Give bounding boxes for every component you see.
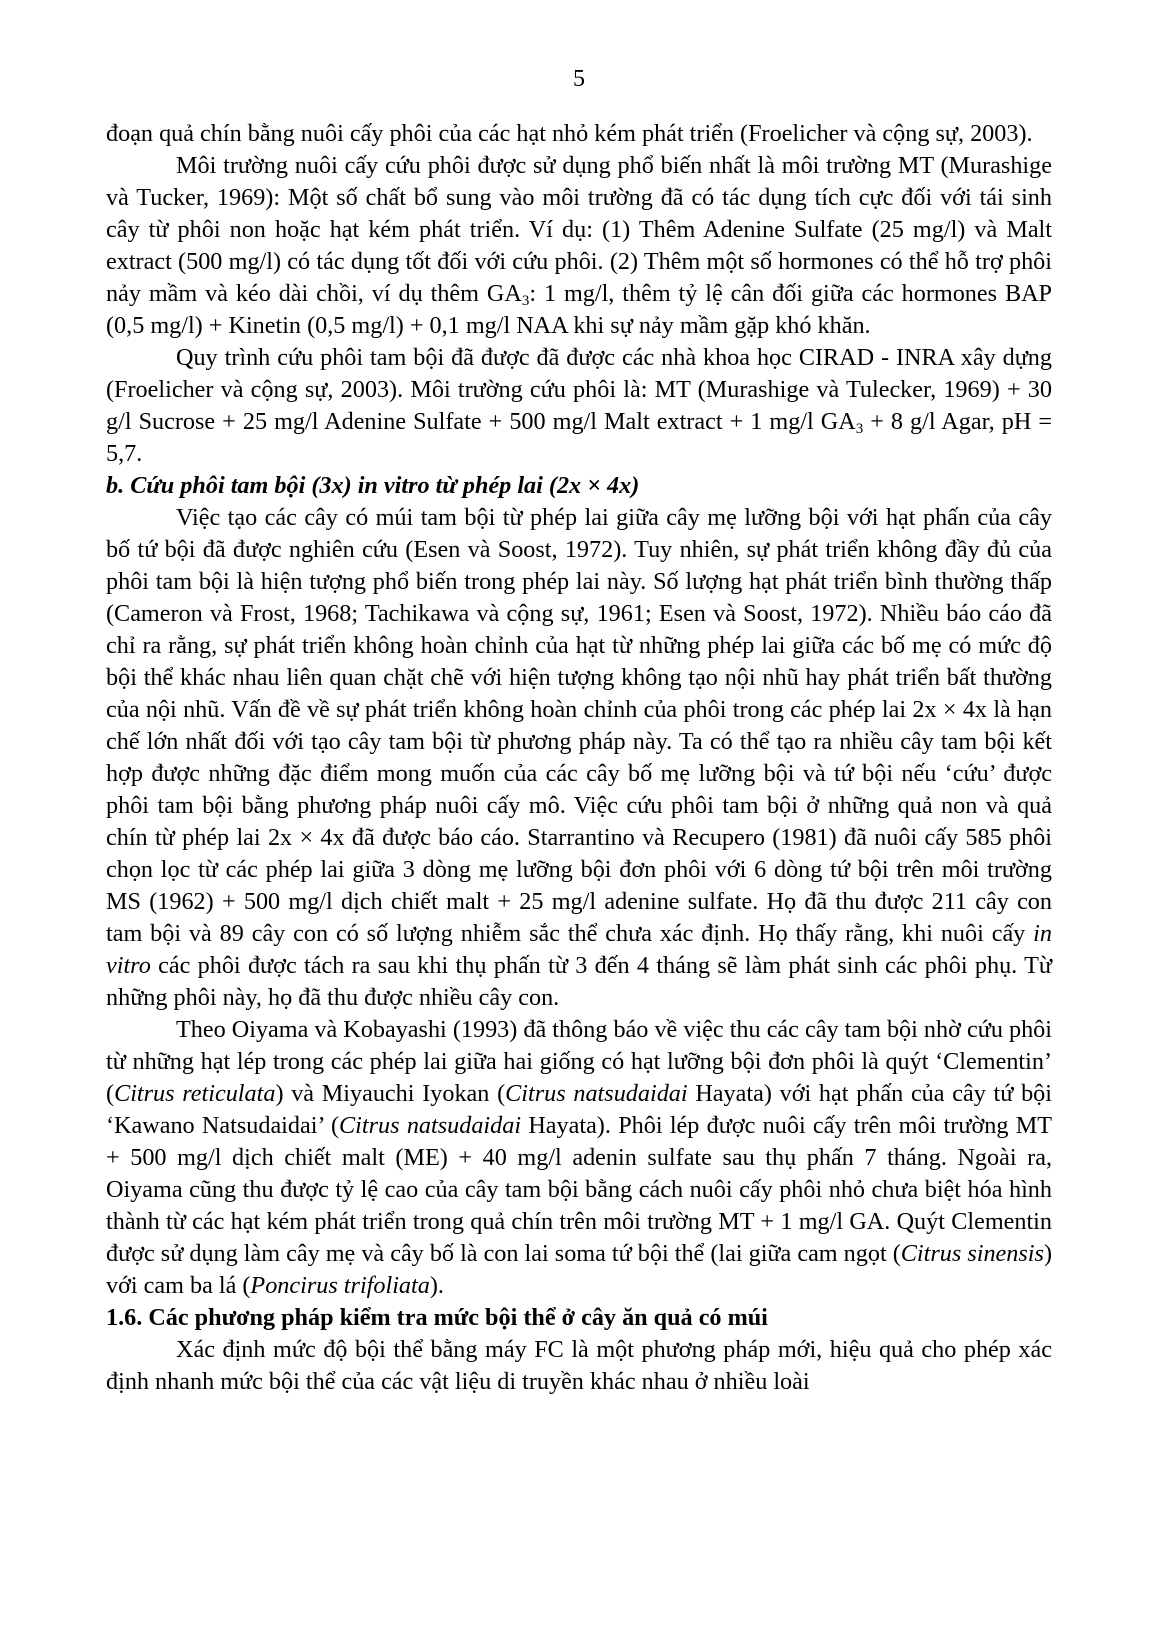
paragraph-3: Quy trình cứu phôi tam bội đã được đã được các nhà khoa học CIRAD - INRA xây dựng (Froelicher và cộng sự, 2003). Môi trường cứu phôi là: MT (Murashige và Tulecker, 1969) + 30 g/l Sucrose + 25 mg/l Adenine Sulfate + 500 mg/l Malt extract + 1 mg/l $GA_3 + 8$ g/l Agar, pH = 5,7.	[106, 344, 1052, 467]
paragraph-1: đoạn quả chín bằng nuôi cấy phôi của các hạt nhỏ kém phát triển (Froelicher và cộng sự, 2003).	[106, 120, 1033, 147]
paragraph-2: Môi trường nuôi cấy cứu phôi được sử dụng phổ biến nhất là môi trường MT (Murashige và Tucker, 1969): Một số chất bổ sung vào môi trường đã có tác dụng tích cực đối với tái sinh cây từ phôi non hoặc hạt kém phát triển. Ví dụ: (1) Thêm Adenine Sulfate (25 mg/l) và Malt extract (500 mg/l) có tác dụng tốt đối với cứu phôi. (2) Thêm một số hormones có thể hỗ trợ phôi nảy mầm và kéo dài chồi, ví dụ thêm $GA_3$: 1 mg/l, thêm tỷ lệ cân đối giữa các hormones BAP (0,5 mg/l) + Kinetin (0,5 mg/l) + 0,1 mg/l NAA khi sự nảy mầm gặp khó khăn.	[106, 152, 1052, 339]
paragraph-5: Theo Oiyama và Kobayashi (1993) đã thông báo về việc thu các cây tam bội nhờ cứu phôi từ những hạt lép trong các phép lai giữa hai giống có hạt lưỡng bội đơn phôi là quýt ‘Clementin’ (Citrus reticulata) và Miyauchi Iyokan (Citrus natsudaidai Hayata) với hạt phấn của cây tứ bội ‘Kawano Natsudaidai’ (Citrus natsudaidai Hayata). Phôi lép được nuôi cấy trên môi trường MT + 500 mg/l dịch chiết malt (ME) + 40 mg/l adenin sulfate sau thụ phấn 7 tháng. Ngoài ra, Oiyama cũng thu được tỷ lệ cao của cây tam bội bằng cách nuôi cấy phôi nhỏ chưa biệt hóa hình thành từ các hạt kém phát triển trong quả chín trên môi trường MT + 1 mg/l GA. Quýt Clementin được sử dụng làm cây mẹ và cây bố là con lai soma tứ bội thể (lai giữa cam ngọt (Citrus sinensis) với cam ba lá (Poncirus trifoliata).	[106, 1016, 1052, 1299]
document-body	[106, 118, 1052, 1398]
paragraph-4: Việc tạo các cây có múi tam bội từ phép lai giữa cây mẹ lưỡng bội với hạt phấn của cây bố tứ bội đã được nghiên cứu (Esen và Soost, 1972). Tuy nhiên, sự phát triển không đầy đủ của phôi tam bội là hiện tượng phổ biến trong phép lai này. Số lượng hạt phát triển bình thường thấp (Cameron và Frost, 1968; Tachikawa và cộng sự, 1961; Esen và Soost, 1972). Nhiều báo cáo đã chỉ ra rằng, sự phát triển không hoàn chỉnh của hạt từ những phép lai giữa các bố mẹ có mức độ bội thể khác nhau liên quan chặt chẽ với hiện tượng không tạo nội nhũ hay phát triển bất thường của nội nhũ. Vấn đề về sự phát triển không hoàn chỉnh của phôi trong các phép lai 2x × 4x là hạn chế lớn nhất đối với tạo cây tam bội từ phương pháp này. Ta có thể tạo ra nhiều cây tam bội kết hợp được những đặc điểm mong muốn của các cây bố mẹ lưỡng bội và tứ bội nếu ‘cứu’ được phôi tam bội bằng phương pháp nuôi cấy mô. Việc cứu phôi tam bội ở những quả non và quả chín từ phép lai 2x × 4x đã được báo cáo. Starrantino và Recupero (1981) đã nuôi cấy 585 phôi chọn lọc từ các phép lai giữa 3 dòng mẹ lưỡng bội đơn phôi với 6 dòng tứ bội trên môi trường MS (1962) + 500 mg/l dịch chiết malt + 25 mg/l adenine sulfate. Họ đã thu được 211 cây con tam bội và 89 cây con có số lượng nhiễm sắc thể chưa xác định. Họ thấy rằng, khi nuôi cấy in vitro các phôi được tách ra sau khi thụ phấn từ 3 đến 4 tháng sẽ làm phát sinh các phôi phụ. Từ những phôi này, họ đã thu được nhiều cây con.	[106, 504, 1052, 1011]
section-heading-1-6: 1.6. Các phương pháp kiểm tra mức bội thể ở cây ăn quả có múi	[106, 1304, 768, 1331]
page-number: 5	[573, 66, 585, 92]
paragraph-6: Xác định mức độ bội thể bằng máy FC là một phương pháp mới, hiệu quả cho phép xác định nhanh mức bội thể của các vật liệu di truyền khác nhau ở nhiều loài	[106, 1336, 1052, 1395]
section-heading-b: b. Cứu phôi tam bội (3x) in vitro từ phép lai (2x × 4x)	[106, 472, 640, 499]
